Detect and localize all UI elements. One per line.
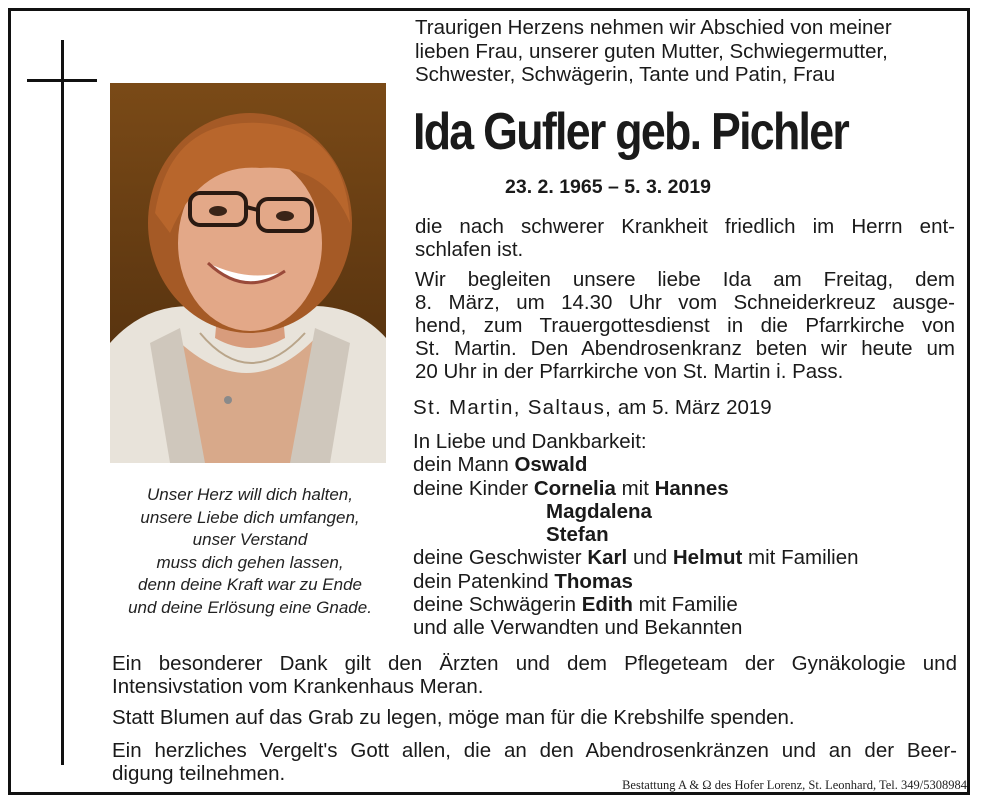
paragraph-funeral [415,268,955,383]
paragraph-line: hend, zum Trauergottesdienst in die Pfarrkirche von [415,314,955,337]
quote-line: muss dich gehen lassen, [156,552,344,572]
family-siblings: deine Geschwister Karl und Helmut mit Familien [413,546,859,570]
place-date [413,396,958,419]
family-sisterinlaw: deine Schwägerin Edith mit Familie [413,593,738,617]
paragraph-line: die nach schwerer Krankheit friedlich im Herrn ent- [415,215,955,238]
place: St. Martin, Saltaus, [413,396,613,419]
family-children: deine Kinder Cornelia mit Hannes [413,476,729,500]
family-child: Stefan [546,523,609,547]
paragraph-line: Wir begleiten unsere liebe Ida am Freitag, dem [415,268,955,291]
funeral-home-credit: Bestattung A & Ω des Hofer Lorenz, St. Leonhard, Tel. 349/5308984 [622,778,967,792]
memorial-quote [100,484,400,619]
paragraph-line: 20 Uhr in der Pfarrkirche von St. Martin i. Pass. [415,360,844,383]
quote-line: und deine Erlösung eine Gnade. [128,597,372,617]
paragraph-death [415,215,955,261]
family-relatives: und alle Verwandten und Bekannten [413,616,743,640]
paragraph-line: Statt Blumen auf das Grab zu legen, möge man für die Krebshilfe spenden. [112,706,795,729]
family-husband: dein Mann Oswald [413,453,588,477]
paragraph-line: digung teilnehmen. [112,762,286,785]
intro-line: lieben Frau, unserer guten Mutter, Schwiegermutter, [415,39,888,63]
quote-line: Unser Herz will dich halten, [147,485,353,504]
intro-text [415,16,960,87]
family-list [413,430,958,640]
donation-paragraph [112,706,957,729]
paragraph-line: schlafen ist. [415,238,524,261]
quote-line: unsere Liebe dich umfangen, [140,507,360,527]
intro-line: Schwester, Schwägerin, Tante und Patin, Frau [415,63,836,86]
cross-icon-horizontal [27,79,97,82]
life-dates: 23. 2. 1965 – 5. 3. 2019 [505,176,712,198]
paragraph-line: 8. März, um 14.30 Uhr vom Schneiderkreuz ausge- [415,291,955,314]
date: am 5. März 2019 [617,396,772,419]
quote-line: denn deine Kraft war zu Ende [138,575,362,594]
paragraph-line: Ein besonderer Dank gilt den Ärzten und dem Pflegeteam der Gynäkologie und [112,652,957,675]
family-godchild: dein Patenkind Thomas [413,569,633,593]
deceased-name: Ida Gufler geb. Pichler [413,103,849,161]
paragraph-line: Ein herzliches Vergelt's Gott allen, die an den Abendrosenkränzen und an der Beer- [112,739,957,762]
portrait-photo [110,83,386,463]
intro-line: Traurigen Herzens nehmen wir Abschied von meiner [415,16,892,39]
quote-line: unser Verstand [192,530,308,549]
paragraph-line: Intensivstation vom Krankenhaus Meran. [112,675,484,698]
family-heading: In Liebe und Dankbarkeit: [413,430,647,453]
cross-icon-vertical [61,40,64,765]
thanks-paragraph [112,652,957,698]
paragraph-line: St. Martin. Den Abendrosenkranz beten wir heute um [415,337,955,360]
family-child: Magdalena [546,499,652,523]
